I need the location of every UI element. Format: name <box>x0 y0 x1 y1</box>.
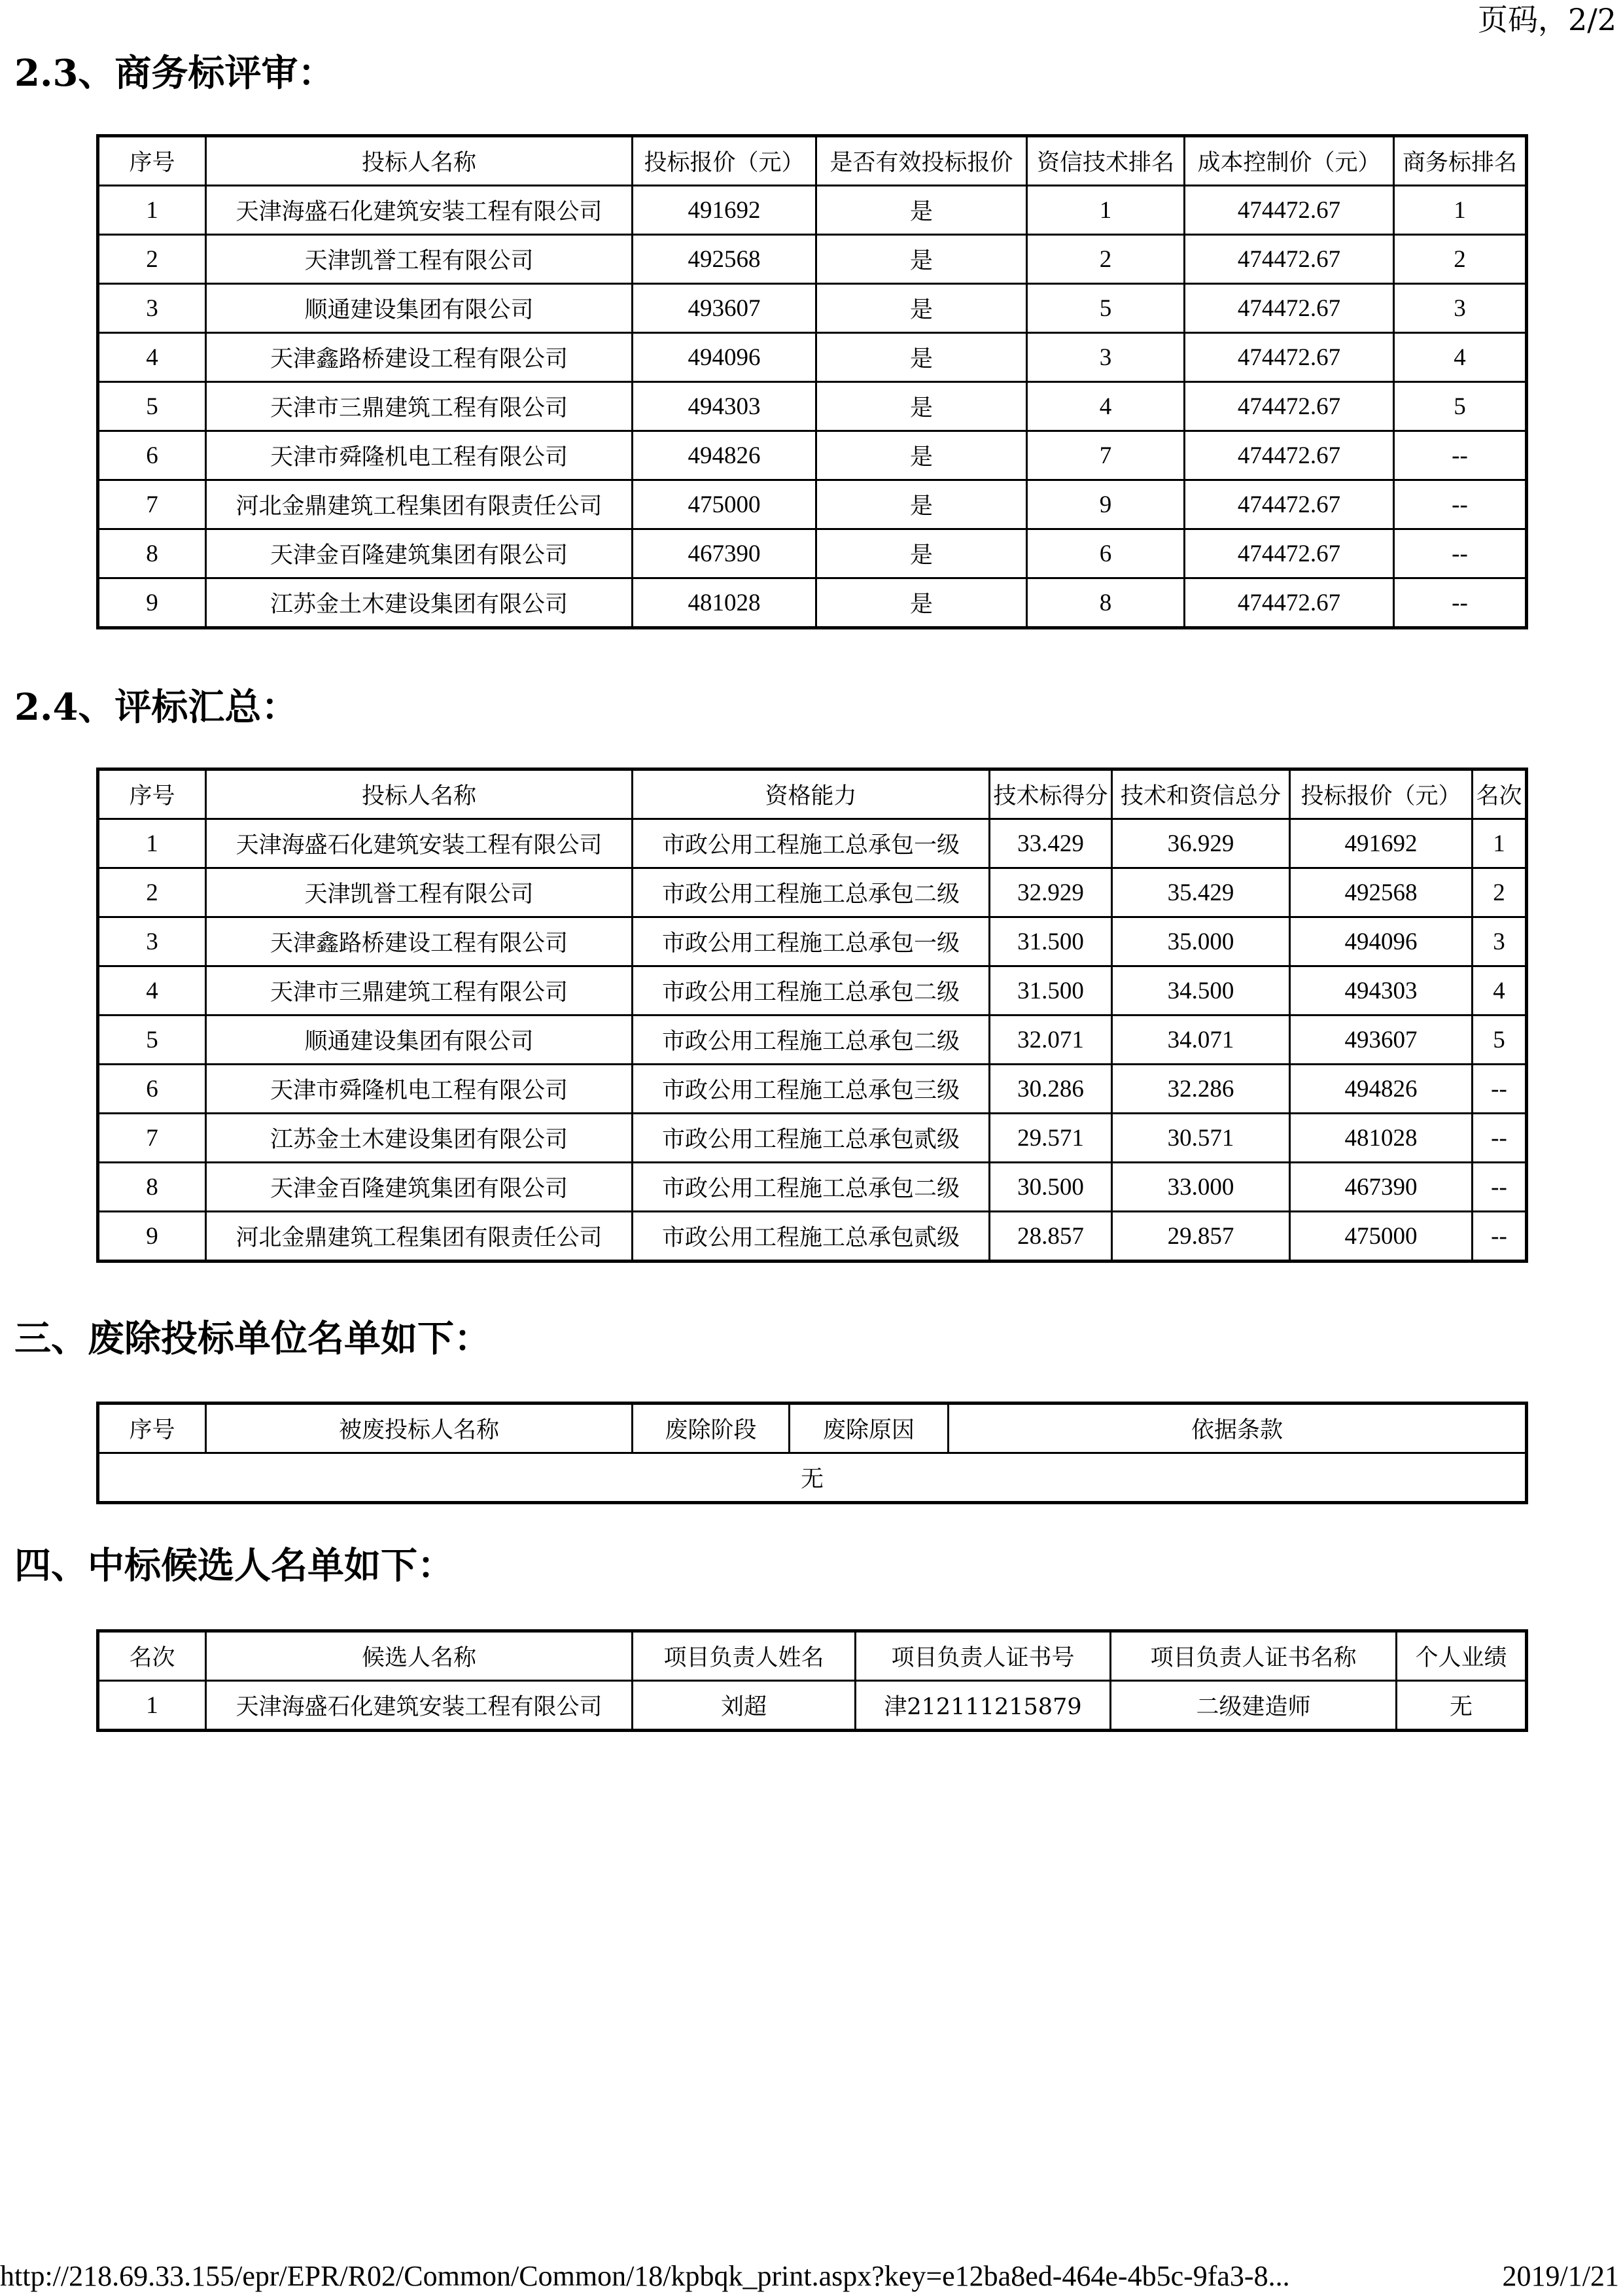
table-cell: 467390 <box>1290 1163 1473 1212</box>
table-cell: 市政公用工程施工总承包二级 <box>633 1016 990 1065</box>
table-cell: 6 <box>98 431 206 480</box>
table-row <box>98 966 1527 1016</box>
commercial-review-body <box>98 186 1527 628</box>
table-cell: 474472.67 <box>1185 235 1394 284</box>
table-cell: 天津市三鼎建筑工程有限公司 <box>206 382 633 431</box>
table-row <box>98 578 1527 628</box>
table-row <box>98 1065 1527 1114</box>
table-cell: 32.929 <box>990 868 1112 917</box>
page-number: 页码，2/2 <box>1477 2 1616 37</box>
table-cell: 3 <box>98 917 206 966</box>
table-cell: 天津金百隆建筑集团有限公司 <box>206 1163 633 1212</box>
table-cell: 是 <box>816 382 1027 431</box>
table-cell: 河北金鼎建筑工程集团有限责任公司 <box>206 480 633 529</box>
table-cell: -- <box>1473 1114 1527 1163</box>
table-cell: 33.429 <box>990 819 1112 868</box>
table-header-row <box>98 136 1527 186</box>
table-cell: 天津鑫路桥建设工程有限公司 <box>206 917 633 966</box>
table-cell: 2 <box>1027 235 1185 284</box>
col-header-rank: 名次 <box>1473 769 1527 819</box>
table-cell: 1 <box>1027 186 1185 235</box>
table-row <box>98 917 1527 966</box>
table-cell: 29.857 <box>1112 1212 1290 1262</box>
table-cell: 6 <box>1027 529 1185 578</box>
col-header-bidder: 投标人名称 <box>206 769 633 819</box>
table-cell: 9 <box>98 578 206 628</box>
table-cell: 5 <box>98 382 206 431</box>
table-cell: 6 <box>98 1065 206 1114</box>
empty-notice: 无 <box>98 1453 1527 1503</box>
evaluation-summary-table <box>96 768 1528 1263</box>
table-cell: 28.857 <box>990 1212 1112 1262</box>
col-header-candidate: 候选人名称 <box>206 1631 633 1681</box>
table-cell: 29.571 <box>990 1114 1112 1163</box>
table-cell: 474472.67 <box>1185 529 1394 578</box>
table-cell: -- <box>1394 578 1527 628</box>
table-cell: 8 <box>98 1163 206 1212</box>
table-cell: 467390 <box>633 529 816 578</box>
table-cell: 35.429 <box>1112 868 1290 917</box>
table-cell: 4 <box>1473 966 1527 1016</box>
table-cell: 3 <box>1027 333 1185 382</box>
col-header-performance: 个人业绩 <box>1397 1631 1527 1681</box>
table-cell: 30.286 <box>990 1065 1112 1114</box>
col-header-total-score: 技术和资信总分 <box>1112 769 1290 819</box>
evaluation-summary-body <box>98 819 1527 1262</box>
table-cell: 3 <box>1394 284 1527 333</box>
table-cell: 33.000 <box>1112 1163 1290 1212</box>
col-header-cert-name: 项目负责人证书名称 <box>1111 1631 1397 1681</box>
disqualified-title: 三、废除投标单位名单如下： <box>14 1317 491 1360</box>
table-cell: 474472.67 <box>1185 480 1394 529</box>
table-cell: 天津海盛石化建筑安装工程有限公司 <box>206 1681 633 1731</box>
table-cell: 30.500 <box>990 1163 1112 1212</box>
table-cell: 是 <box>816 529 1027 578</box>
table-cell: -- <box>1473 1163 1527 1212</box>
table-cell: 是 <box>816 431 1027 480</box>
table-row <box>98 819 1527 868</box>
table-cell: 8 <box>98 529 206 578</box>
table-cell: 2 <box>1394 235 1527 284</box>
table-cell: 5 <box>1394 382 1527 431</box>
table-cell: 35.000 <box>1112 917 1290 966</box>
table-cell: 市政公用工程施工总承包贰级 <box>633 1114 990 1163</box>
table-cell: 34.500 <box>1112 966 1290 1016</box>
table-cell: 河北金鼎建筑工程集团有限责任公司 <box>206 1212 633 1262</box>
commercial-review-table <box>96 134 1528 629</box>
table-cell: 是 <box>816 333 1027 382</box>
table-cell: 7 <box>98 1114 206 1163</box>
table-cell: 市政公用工程施工总承包二级 <box>633 1163 990 1212</box>
table-cell: -- <box>1473 1065 1527 1114</box>
table-cell: 7 <box>98 480 206 529</box>
table-cell: 31.500 <box>990 917 1112 966</box>
table-cell: 天津市舜隆机电工程有限公司 <box>206 431 633 480</box>
table-cell: 493607 <box>1290 1016 1473 1065</box>
table-cell: 492568 <box>633 235 816 284</box>
table-cell: 494826 <box>633 431 816 480</box>
table-cell: 1 <box>1473 819 1527 868</box>
table-cell: 474472.67 <box>1185 284 1394 333</box>
table-cell: 二级建造师 <box>1111 1681 1397 1731</box>
table-cell: 市政公用工程施工总承包二级 <box>633 966 990 1016</box>
table-row <box>98 382 1527 431</box>
table-cell: 顺通建设集团有限公司 <box>206 284 633 333</box>
table-cell: 4 <box>98 966 206 1016</box>
col-header-stage: 废除阶段 <box>633 1404 790 1453</box>
table-row <box>98 480 1527 529</box>
col-header-disqualified-bidder: 被废投标人名称 <box>206 1404 633 1453</box>
table-cell: 30.571 <box>1112 1114 1290 1163</box>
table-cell: 494303 <box>633 382 816 431</box>
table-cell: 5 <box>1027 284 1185 333</box>
table-cell: 5 <box>98 1016 206 1065</box>
table-cell: 天津金百隆建筑集团有限公司 <box>206 529 633 578</box>
col-header-bidder: 投标人名称 <box>206 136 633 186</box>
table-row <box>98 529 1527 578</box>
col-header-qualification: 资格能力 <box>633 769 990 819</box>
table-cell: 天津海盛石化建筑安装工程有限公司 <box>206 186 633 235</box>
table-cell: 是 <box>816 186 1027 235</box>
table-cell: 市政公用工程施工总承包二级 <box>633 868 990 917</box>
table-row <box>98 1163 1527 1212</box>
table-cell: 474472.67 <box>1185 431 1394 480</box>
table-cell: -- <box>1394 529 1527 578</box>
table-cell: 津212111215879 <box>856 1681 1111 1731</box>
table-cell: -- <box>1473 1212 1527 1262</box>
table-cell: 494303 <box>1290 966 1473 1016</box>
table-cell: 494826 <box>1290 1065 1473 1114</box>
table-header-row <box>98 769 1527 819</box>
table-cell: 2 <box>98 235 206 284</box>
table-cell: 5 <box>1473 1016 1527 1065</box>
table-row <box>98 186 1527 235</box>
col-header-tech-score: 技术标得分 <box>990 769 1112 819</box>
table-cell: 494096 <box>633 333 816 382</box>
col-header-index: 序号 <box>98 1404 206 1453</box>
table-cell: 3 <box>1473 917 1527 966</box>
col-header-index: 序号 <box>98 136 206 186</box>
col-header-cert-number: 项目负责人证书号 <box>856 1631 1111 1681</box>
col-header-index: 序号 <box>98 769 206 819</box>
table-cell: 481028 <box>633 578 816 628</box>
table-cell: 天津市三鼎建筑工程有限公司 <box>206 966 633 1016</box>
disqualified-table <box>96 1402 1528 1504</box>
table-cell: 474472.67 <box>1185 578 1394 628</box>
table-cell: 市政公用工程施工总承包一级 <box>633 917 990 966</box>
table-cell: 31.500 <box>990 966 1112 1016</box>
table-cell: 32.286 <box>1112 1065 1290 1114</box>
table-cell: 2 <box>1473 868 1527 917</box>
table-cell: 32.071 <box>990 1016 1112 1065</box>
table-cell: 474472.67 <box>1185 333 1394 382</box>
table-cell: -- <box>1394 431 1527 480</box>
footer-date: 2019/1/21 <box>1502 2260 1619 2292</box>
table-cell: 刘超 <box>633 1681 856 1731</box>
table-cell: 顺通建设集团有限公司 <box>206 1016 633 1065</box>
table-cell: 493607 <box>633 284 816 333</box>
col-header-commercial-rank: 商务标排名 <box>1394 136 1527 186</box>
table-cell: 4 <box>1027 382 1185 431</box>
table-row <box>98 431 1527 480</box>
winning-candidates-title: 四、中标候选人名单如下： <box>14 1544 454 1587</box>
table-row <box>98 333 1527 382</box>
table-cell: 江苏金土木建设集团有限公司 <box>206 1114 633 1163</box>
table-cell: 市政公用工程施工总承包贰级 <box>633 1212 990 1262</box>
col-header-bid-price: 投标报价（元） <box>633 136 816 186</box>
table-row <box>98 1212 1527 1262</box>
table-cell: 天津市舜隆机电工程有限公司 <box>206 1065 633 1114</box>
table-cell: 是 <box>816 235 1027 284</box>
table-header-row <box>98 1631 1527 1681</box>
table-cell: 494096 <box>1290 917 1473 966</box>
table-cell: 2 <box>98 868 206 917</box>
commercial-review-title: 2.3、商务标评审： <box>14 52 335 95</box>
table-cell: 36.929 <box>1112 819 1290 868</box>
table-row <box>98 235 1527 284</box>
table-cell: 天津海盛石化建筑安装工程有限公司 <box>206 819 633 868</box>
table-header-row <box>98 1404 1527 1453</box>
table-cell: 1 <box>98 819 206 868</box>
table-row <box>98 1016 1527 1065</box>
col-header-cost-control: 成本控制价（元） <box>1185 136 1394 186</box>
table-row <box>98 1114 1527 1163</box>
table-cell: 天津凯誉工程有限公司 <box>206 868 633 917</box>
table-cell: 491692 <box>633 186 816 235</box>
table-row <box>98 868 1527 917</box>
table-cell: 江苏金土木建设集团有限公司 <box>206 578 633 628</box>
table-cell: 是 <box>816 480 1027 529</box>
col-header-reason: 废除原因 <box>790 1404 949 1453</box>
table-cell: 481028 <box>1290 1114 1473 1163</box>
winning-candidates-body <box>98 1681 1527 1731</box>
col-header-bid-price: 投标报价（元） <box>1290 769 1473 819</box>
table-cell: 天津凯誉工程有限公司 <box>206 235 633 284</box>
col-header-rank: 名次 <box>98 1631 206 1681</box>
table-row <box>98 284 1527 333</box>
table-cell: 3 <box>98 284 206 333</box>
table-cell: 9 <box>98 1212 206 1262</box>
table-cell: 市政公用工程施工总承包三级 <box>633 1065 990 1114</box>
table-cell: 天津鑫路桥建设工程有限公司 <box>206 333 633 382</box>
table-cell: 1 <box>98 1681 206 1731</box>
table-cell: 无 <box>1397 1681 1527 1731</box>
table-cell: 市政公用工程施工总承包一级 <box>633 819 990 868</box>
col-header-manager-name: 项目负责人姓名 <box>633 1631 856 1681</box>
table-cell: 是 <box>816 578 1027 628</box>
table-cell: 1 <box>98 186 206 235</box>
footer-url: http://218.69.33.155/epr/EPR/R02/Common/Common/18/kpbqk_print.aspx?key=e12ba8ed-464e-4b5c-9fa3-8... <box>0 2260 1290 2292</box>
table-cell: 是 <box>816 284 1027 333</box>
table-cell: 475000 <box>633 480 816 529</box>
table-cell: 475000 <box>1290 1212 1473 1262</box>
table-cell: 474472.67 <box>1185 382 1394 431</box>
table-cell: 4 <box>1394 333 1527 382</box>
table-cell: 4 <box>98 333 206 382</box>
table-cell: 34.071 <box>1112 1016 1290 1065</box>
table-row <box>98 1681 1527 1731</box>
table-cell: -- <box>1394 480 1527 529</box>
winning-candidates-table <box>96 1629 1528 1732</box>
table-cell: 9 <box>1027 480 1185 529</box>
table-cell: 1 <box>1394 186 1527 235</box>
col-header-valid-bid: 是否有效投标报价 <box>816 136 1027 186</box>
col-header-tech-rank: 资信技术排名 <box>1027 136 1185 186</box>
table-cell: 491692 <box>1290 819 1473 868</box>
table-cell: 7 <box>1027 431 1185 480</box>
table-cell: 492568 <box>1290 868 1473 917</box>
table-cell: 8 <box>1027 578 1185 628</box>
table-row <box>98 1453 1527 1503</box>
col-header-clause: 依据条款 <box>949 1404 1527 1453</box>
evaluation-summary-title: 2.4、评标汇总： <box>14 686 298 729</box>
table-cell: 474472.67 <box>1185 186 1394 235</box>
